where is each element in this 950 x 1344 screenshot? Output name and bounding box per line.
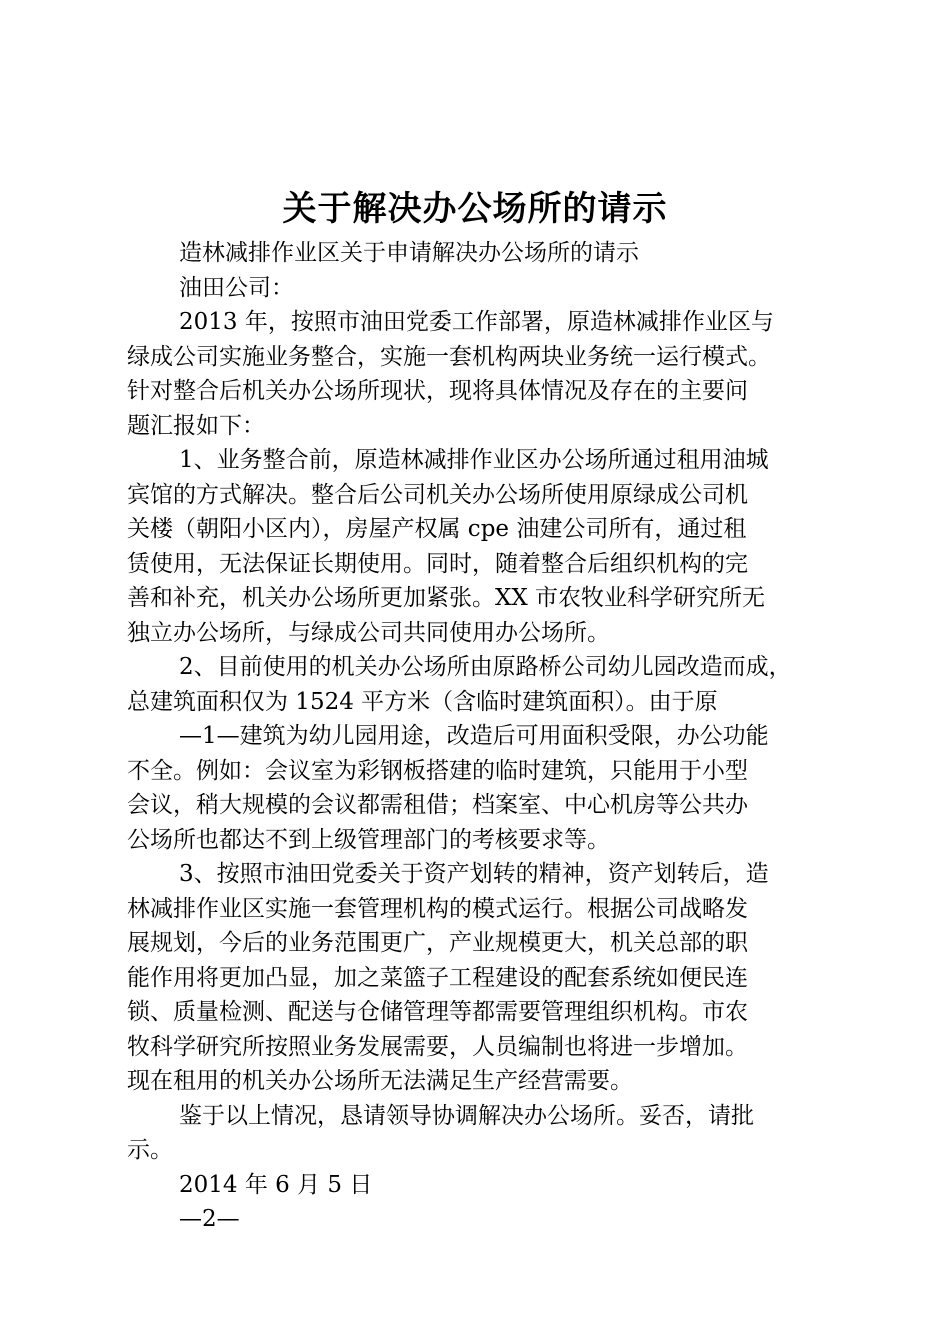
body-line: 展规划，今后的业务范围更广，产业规模更大，机关总部的职: [127, 930, 748, 956]
body-line: 题汇报如下：: [127, 412, 265, 439]
body-line: 林减排作业区实施一套管理机构的模式运行。根据公司战略发: [127, 895, 748, 922]
body-line: 3、按照市油田党委关于资产划转的精神，资产划转后，造: [179, 861, 769, 887]
body-line: 会议，稍大规模的会议都需租借；档案室、中心机房等公共办: [127, 792, 748, 818]
body-line: 公场所也都达不到上级管理部门的考核要求等。: [127, 826, 610, 853]
salutation: 油田公司：: [179, 274, 294, 301]
body-line: 针对整合后机关办公场所现状，现将具体情况及存在的主要问: [127, 378, 748, 404]
body-line: 现在租用的机关办公场所无法满足生产经营需要。: [127, 1068, 633, 1094]
body-line: 1、业务整合前，原造林减排作业区办公场所通过租用油城: [179, 447, 769, 473]
body-line: 锁、质量检测、配送与仓储管理等都需要管理组织机构。市农: [127, 999, 748, 1025]
document-date: 2014 年 6 月 5 日: [179, 1171, 373, 1198]
body-line: 示。: [127, 1137, 173, 1163]
body-line: 独立办公场所，与绿成公司共同使用办公场所。: [127, 619, 610, 646]
body-line: 鉴于以上情况，恳请领导协调解决办公场所。妥否，请批: [179, 1102, 754, 1129]
body-line: —1—建筑为幼儿园用途，改造后可用面积受限，办公功能: [179, 723, 769, 749]
document-title: 关于解决办公场所的请示: [282, 189, 668, 229]
subject-line: 造林减排作业区关于申请解决办公场所的请示: [179, 240, 639, 266]
body-line: 绿成公司实施业务整合，实施一套机构两块业务统一运行模式。: [127, 343, 771, 370]
document-body: [127, 236, 842, 1237]
body-line: 不全。例如：会议室为彩钢板搭建的临时建筑，只能用于小型: [127, 757, 748, 784]
body-line: 宾馆的方式解决。整合后公司机关办公场所使用原绿成公司机: [127, 481, 748, 508]
body-line: 牧科学研究所按照业务发展需要，人员编制也将进一步增加。: [127, 1033, 748, 1060]
body-line: 关楼（朝阳小区内），房屋产权属 cpe 油建公司所有，通过租: [127, 516, 747, 542]
page-number: —2—: [179, 1206, 240, 1232]
body-line: 赁使用，无法保证长期使用。同时，随着整合后组织机构的完: [127, 550, 748, 577]
body-line: 善和补充，机关办公场所更加紧张。XX 市农牧业科学研究所无: [127, 585, 766, 611]
body-line: 能作用将更加凸显，加之菜篮子工程建设的配套系统如便民连: [127, 964, 748, 991]
body-line: 2、目前使用的机关办公场所由原路桥公司幼儿园改造而成，: [179, 654, 792, 680]
body-line: 总建筑面积仅为 1524 平方米（含临时建筑面积）。由于原: [127, 688, 718, 715]
body-line: 2013 年，按照市油田党委工作部署，原造林减排作业区与: [179, 309, 774, 335]
